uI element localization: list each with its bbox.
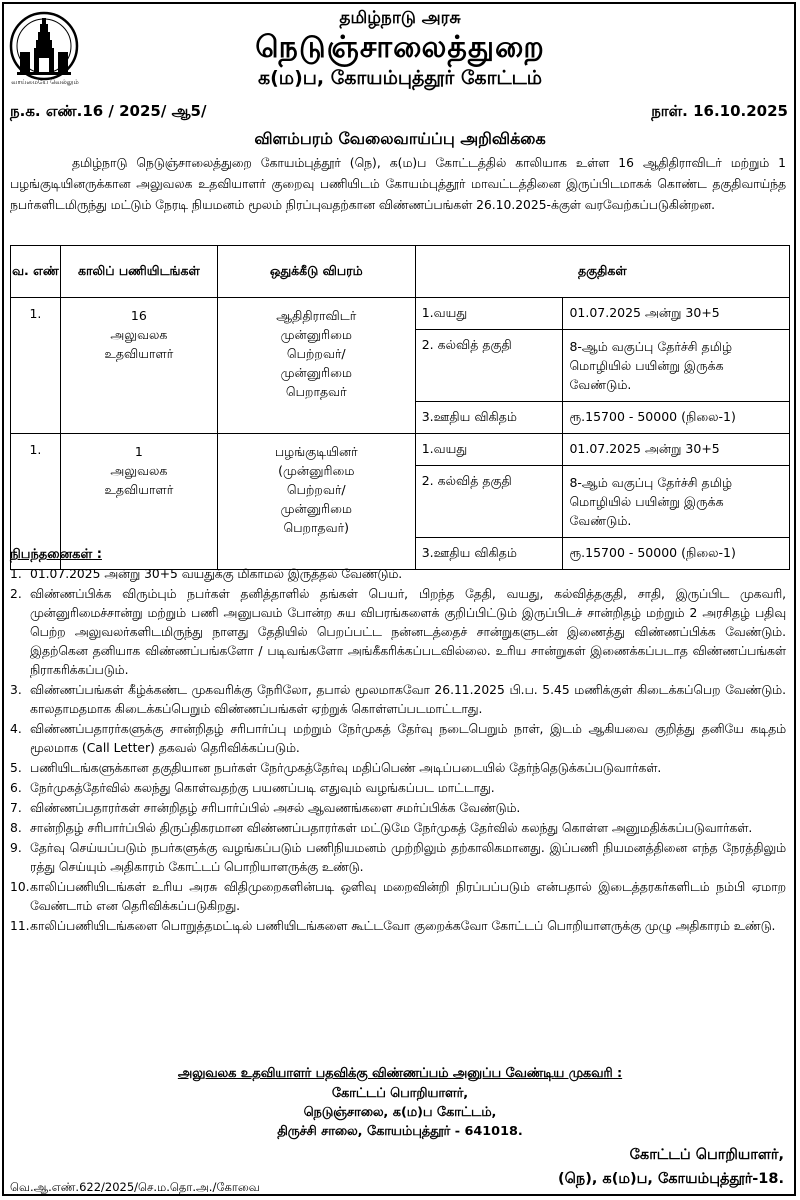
age-value: 01.07.2025 அன்று 30+5 [563,298,790,330]
condition-text: விண்ணப்பிக்க விரும்பும் நபர்கள் தனித்தாளில் தங்கள் பெயர், பிறந்த தேதி, வயது, கல்வித்தகுதி, சாதி, இருப்பிட முகவரி, முன்னுரிமைச்சான்று மற்றும் பணி அனுபவம் போன்ற சுய விபரங்களைக் குறிப்பிட்டும் இருப்பிடச் சான்றிதழ் மற்றும் 2 அரசிதழ் பதிவு பெற்ற அலுவலர்களிடமிருந்து நாளது தேதியில் பெறப்பட்ட நன்னடத்தைச் சான்றுகளுடன் இணைத்து விண்ணப்பிக்க வேண்டும். இதற்கென தனியாக விண்ணப்பங்களோ / படிவங்களோ அங்கீகரிக்கப்படவில்லை. உரிய சான்றுகள் இணைக்கப்படாத விண்ணப்பங்கள் நிராகரிக்கப்படும். [30,587,786,677]
government-name: தமிழ்நாடு அரசு [339,8,461,28]
header-reservation: ஒதுக்கீடு விபரம் [217,246,415,298]
letterhead [0,0,800,95]
address-line: கோட்டப் பொறியாளர், [331,1086,469,1101]
condition-item [10,681,786,719]
release-reference: வெ.ஆ.எண்.622/2025/செ.ம.தொ.அ./கோவை [10,1180,260,1194]
table-row [11,434,790,466]
condition-item [10,720,786,758]
condition-text: பணியிடங்களுக்கான தகுதியான நபர்கள் நேர்முகத்தேர்வு மதிப்பெண் அடிப்படையில் தேர்ந்தெடுக்கப்படுவார்கள். [30,761,662,775]
intro-paragraph [10,153,786,216]
reference-number: ந.க. எண்.16 / 2025/ ஆ5/ [10,102,207,120]
condition-text: விண்ணப்பதாரர்களுக்கு சான்றிதழ் சரிபார்ப்பு மற்றும் நேர்முகத் தேர்வு நடைபெறும் நாள், இடம் ஆகியவை குறித்து தனியே கடிதம் மூலமாக (Call Letter) தகவல் தெரிவிக்கப்படும். [30,722,786,755]
condition-text: நேர்முகத்தேர்வில் கலந்து கொள்வதற்கு பயணப்படி எதுவும் வழங்கப்பட மாட்டாது. [30,781,495,795]
age-value: 01.07.2025 அன்று 30+5 [563,434,790,466]
row-reservation [217,298,415,434]
postal-address [0,1084,800,1141]
header-serial: வ. எண் [11,246,61,298]
office-name: க(ம)ப, கோயம்புத்தூர் கோட்டம் [257,67,543,89]
education-label: 2. கல்வித் தகுதி [415,330,563,402]
condition-text: தேர்வு செய்யப்படும் நபர்களுக்கு வழங்கப்படும் பணிநியமனம் முற்றிலும் தற்காலிகமானது. இப்பணி நியமனத்தினை எந்த நேரத்திலும் ரத்து செய்யும் அதிகாரம் கோட்டப் பொறியாளருக்கு உண்டு. [30,841,786,874]
education-value: 8-ஆம் வகுப்பு தேர்ச்சி தமிழ் மொழியில் பயின்று இருக்க வேண்டும். [563,330,790,402]
reservation-text: பழங்குடியினர் (முன்னுரிமை பெற்றவர்/ முன்னுரிமை பெறாதவர்) [274,444,358,535]
condition-text: காலிப்பணியிடங்கள் உரிய அரசு விதிமுறைகளின்படி ஒளிவு மறைவின்றி நிரப்பப்படும் என்பதால் இடைத்தரகர்களிடம் நம்பி ஏமாற வேண்டாம் என தெரிவிக்கப்படுகிறது. [30,880,786,913]
condition-item [10,585,786,680]
condition-number: 5. [10,761,22,775]
condition-text: விண்ணப்பதாரர்கள் சான்றிதழ் சரிபார்ப்பில் அசல் ஆவணங்களை சமர்ப்பிக்க வேண்டும். [30,801,521,815]
condition-item [10,565,786,584]
table-row [11,298,790,330]
notice-title: விளம்பரம் வேலைவாய்ப்பு அறிவிக்கை [254,129,546,148]
signature-block [558,1143,784,1191]
address-line: திருச்சி சாலை, கோயம்புத்தூர் - 641018. [277,1124,523,1139]
vacancy-count: 16 [130,308,147,323]
condition-item [10,839,786,877]
condition-item [10,799,786,818]
pay-label: 3.ஊதிய விகிதம் [415,402,563,434]
post-name: அலுவலக உதவியாளர் [104,327,174,361]
pay-value: ரூ.15700 - 50000 (நிலை-1) [563,538,790,570]
condition-number: 10. [10,880,30,894]
education-value: 8-ஆம் வகுப்பு தேர்ச்சி தமிழ் மொழியில் பயின்று இருக்க வேண்டும். [563,466,790,538]
signatory-office: (நெ), க(ம)ப, கோயம்புத்தூர்-18. [558,1171,784,1187]
reference-line [10,102,788,124]
vacancy-count: 1 [134,444,143,459]
condition-text: 01.07.2025 அன்று 30+5 வயதுக்கு மிகாமல் இருத்தல் வேண்டும். [30,567,403,581]
condition-number: 8. [10,821,22,835]
condition-item [10,759,786,778]
reservation-text: ஆதிதிராவிடர் முன்னுரிமை பெற்றவர்/ முன்னுரிமை பெறாதவர் [276,308,357,399]
condition-text: காலிப்பணியிடங்களை பொறுத்தமட்டில் பணியிடங்களை கூட்டவோ குறைக்கவோ கோட்டப் பொறியாளருக்கு முழு அதிகாரம் உண்டு. [30,919,776,933]
condition-item [10,917,786,936]
condition-number: 3. [10,683,22,697]
condition-number: 11. [10,919,30,933]
age-label: 1.வயது [415,298,563,330]
row-vacancy [60,298,217,434]
post-name: அலுவலக உதவியாளர் [104,463,174,497]
emblem-motto: வாய்மையே வெல்லும் [11,78,79,86]
pay-label: 3.ஊதிய விகிதம் [415,538,563,570]
address-heading: அலுவலக உதவியாளர் பதவிக்கு விண்ணப்பம் அனுப்ப வேண்டிய முகவரி : [177,1066,623,1081]
condition-text: சான்றிதழ் சரிபார்ப்பில் திருப்திகரமான விண்ணப்பதாரர்கள் மட்டுமே நேர்முகத் தேர்வில் கலந்து கொள்ள அனுமதிக்கப்படுவார்கள். [30,821,753,835]
table-header-row [11,246,790,298]
condition-number: 4. [10,722,22,736]
pay-value: ரூ.15700 - 50000 (நிலை-1) [563,402,790,434]
department-name: நெடுஞ்சாலைத்துறை [255,30,545,65]
conditions-list [10,565,786,937]
condition-number: 7. [10,801,22,815]
conditions-heading: நிபந்தனைகள் : [10,547,102,562]
header-vacancies: காலிப் பணியிடங்கள் [60,246,217,298]
row-serial: 1. [11,298,61,434]
condition-item [10,819,786,838]
age-label: 1.வயது [415,434,563,466]
condition-item [10,878,786,916]
condition-number: 6. [10,781,22,795]
row-reservation [217,434,415,570]
intro-text: தமிழ்நாடு நெடுஞ்சாலைத்துறை கோயம்புத்தூர் (நெ), க(ம)ப கோட்டத்தில் காலியாக உள்ள 16 ஆதிதிராவிடர் மற்றும் 1 பழங்குடியினருக்கான அலுவலக உதவியாளர் குறைவு பணியிடம் கோயம்புத்தூர் மாவட்டத்தினை இருப்பிடமாகக் கொண்ட தகுதிவாய்ந்த நபர்களிடமிருந்து மட்டும் நேரடி நியமனம் மூலம் நிரப்புவதற்கான விண்ணப்பங்கள் 26.10.2025-க்குள் வரவேற்கப்படுகின்றன. [10,156,786,212]
condition-number: 9. [10,841,22,855]
education-label: 2. கல்வித் தகுதி [415,466,563,538]
condition-number: 2. [10,587,22,601]
address-line: நெடுஞ்சாலை, க(ம)ப கோட்டம், [303,1105,497,1120]
vacancy-table [10,245,790,570]
condition-number: 1. [10,567,22,581]
condition-text: விண்ணப்பங்கள் கீழ்க்கண்ட முகவரிக்கு நேரிலோ, தபால் மூலமாகவோ 26.11.2025 பி.ப. 5.45 மணிக்குள் கிடைக்கப்பெற வேண்டும். காலதாமதமாக கிடைக்கப்பெறும் விண்ணப்பங்கள் ஏற்றுக் கொள்ளப்படமாட்டாது. [30,683,786,716]
notice-date: நாள். 16.10.2025 [651,102,788,120]
row-serial: 1. [11,434,61,570]
condition-item [10,779,786,798]
header-qualifications: தகுதிகள் [415,246,789,298]
signatory-title: கோட்டப் பொறியாளர், [629,1147,784,1163]
